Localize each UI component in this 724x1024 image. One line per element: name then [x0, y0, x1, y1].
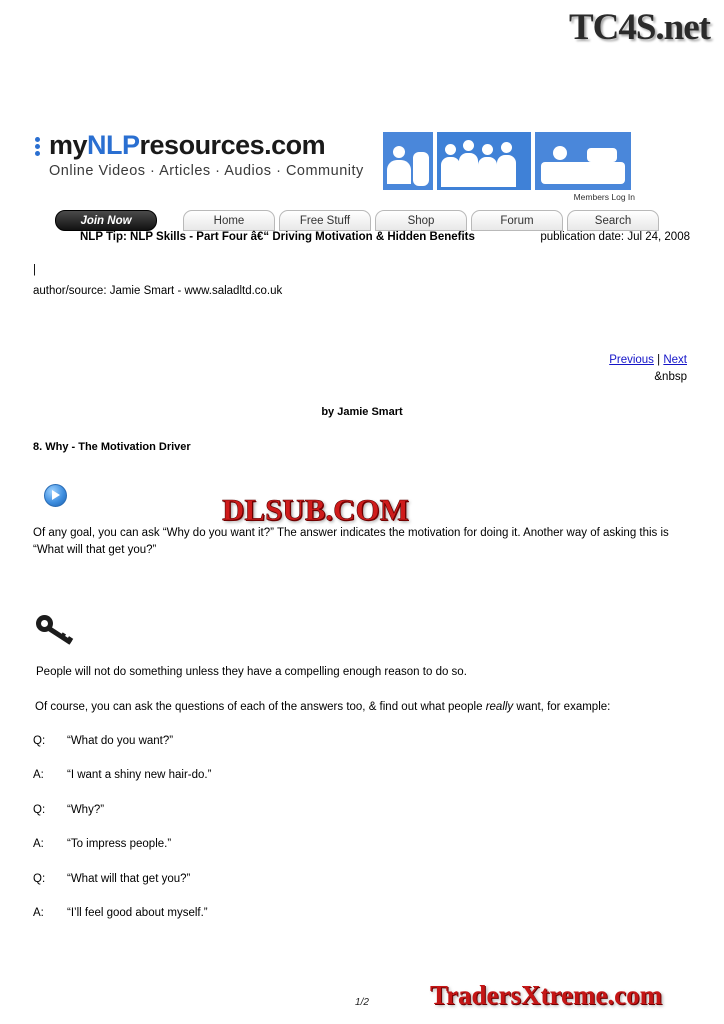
nav-search[interactable]: Search: [567, 210, 659, 231]
section-heading: 8. Why - The Motivation Driver: [33, 441, 191, 453]
author-source: author/source: Jamie Smart - www.saladltd.co.uk: [33, 285, 283, 297]
logo-prefix: my: [49, 130, 88, 160]
members-login-label[interactable]: Members Log In: [573, 192, 635, 202]
qa-label: A:: [33, 907, 44, 919]
publication-date: publication date: Jul 24, 2008: [540, 231, 690, 243]
qa-text: “I’ll feel good about myself.”: [67, 907, 208, 919]
banner-image-1: [383, 132, 433, 190]
site-navbar: [35, 210, 639, 233]
nav-forum[interactable]: Forum: [471, 210, 563, 231]
qa-text: “What do you want?”: [67, 735, 174, 747]
qa-text: “To impress people.”: [67, 838, 172, 850]
watermark-middle: DLSUB.COM: [222, 492, 409, 527]
article-pager: [609, 354, 687, 366]
paragraph-2: People will not do something unless they have a compelling enough reason to do so.: [36, 666, 467, 678]
paragraph-3: [35, 699, 675, 716]
paragraph-3-post: want, for example:: [513, 701, 611, 713]
pager-separator: |: [657, 354, 661, 366]
qa-line: [33, 907, 208, 919]
qa-label: Q:: [33, 804, 46, 816]
qa-text: “Why?”: [67, 804, 105, 816]
site-banner: [35, 130, 639, 235]
pipe-separator: |: [33, 264, 36, 276]
watermark-bottom: TradersXtreme.com: [430, 980, 663, 1010]
key-icon: [36, 615, 76, 643]
logo-tagline: Online Videos · Articles · Audios · Community: [49, 163, 364, 179]
qa-line: [33, 769, 211, 781]
paragraph-3-pre: Of course, you can ask the questions of each of the answers too, & find out what people: [35, 701, 486, 713]
qa-line: [33, 735, 173, 747]
logo-suffix: resources.com: [139, 130, 326, 160]
banner-image-2: [437, 132, 531, 190]
qa-label: Q:: [33, 735, 46, 747]
paragraph-1: Of any goal, you can ask “Why do you want it?” The answer indicates the motivation for doing it. Another way of asking this is “What will that get you?”: [33, 527, 669, 556]
previous-link[interactable]: Previous: [609, 354, 654, 366]
qa-label: A:: [33, 769, 44, 781]
nav-shop[interactable]: Shop: [375, 210, 467, 231]
qa-line: [33, 804, 104, 816]
watermark-top: TC4S.net: [568, 7, 710, 48]
paragraph-3-emphasis: really: [485, 701, 514, 713]
qa-label: Q:: [33, 873, 46, 885]
qa-text: “I want a shiny new hair-do.”: [67, 769, 212, 781]
nav-free-stuff[interactable]: Free Stuff: [279, 210, 371, 231]
logo-dots-icon: [35, 135, 47, 158]
nav-join-now[interactable]: Join Now: [55, 210, 157, 231]
site-logo[interactable]: [35, 130, 375, 198]
play-icon[interactable]: [44, 484, 67, 507]
banner-image-3: [535, 132, 631, 190]
nbsp-text: &nbsp: [654, 371, 687, 383]
nav-home[interactable]: Home: [183, 210, 275, 231]
next-link[interactable]: Next: [663, 354, 687, 366]
logo-mid: NLP: [87, 130, 140, 160]
page-number: 1/2: [355, 997, 369, 1008]
qa-label: A:: [33, 838, 44, 850]
banner-images: [383, 132, 639, 202]
article-title: NLP Tip: NLP Skills - Part Four â€“ Driving Motivation & Hidden Benefits: [80, 231, 475, 243]
byline: by Jamie Smart: [321, 406, 403, 418]
qa-text: “What will that get you?”: [67, 873, 191, 885]
qa-line: [33, 838, 171, 850]
logo-wordmark: [35, 130, 375, 160]
qa-line: [33, 873, 190, 885]
